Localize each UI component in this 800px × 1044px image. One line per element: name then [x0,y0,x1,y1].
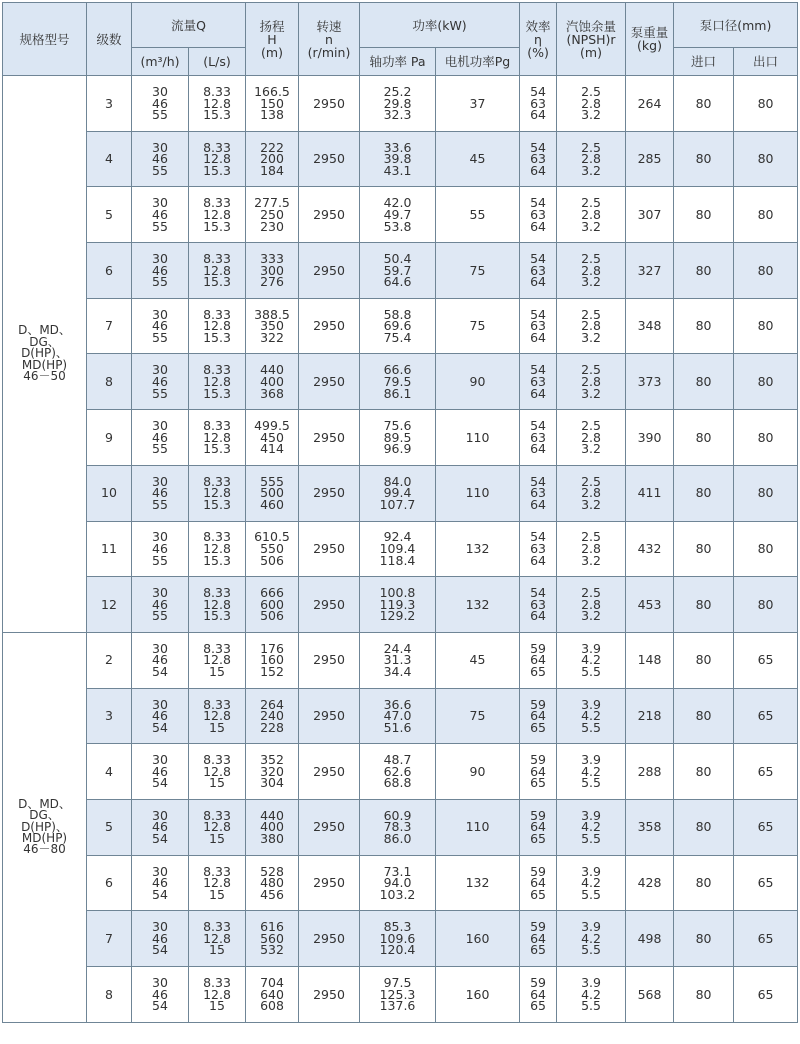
motor-power-cell: 160 [436,911,520,967]
speed-cell: 2950 [299,410,360,466]
npsh-cell: 3.9 4.2 5.5 [557,967,626,1023]
table-row [3,577,798,633]
flow-ls-cell: 8.33 12.8 15.3 [189,131,246,187]
weight-cell: 432 [626,521,674,577]
table-row [3,911,798,967]
efficiency-cell: 54 63 64 [520,354,557,410]
head-cell: 666 600 506 [246,577,299,633]
stage-cell: 6 [87,243,132,299]
speed-cell: 2950 [299,632,360,688]
header-flow-ls: (L/s) [189,48,246,76]
head-cell: 616 560 532 [246,911,299,967]
outlet-cell: 80 [734,243,798,299]
npsh-cell: 2.5 2.8 3.2 [557,465,626,521]
npsh-cell: 3.9 4.2 5.5 [557,688,626,744]
npsh-cell: 2.5 2.8 3.2 [557,76,626,132]
table-row [3,243,798,299]
motor-power-cell: 75 [436,243,520,299]
outlet-cell: 80 [734,131,798,187]
table-row [3,521,798,577]
inlet-cell: 80 [674,911,734,967]
flow-ls-cell: 8.33 12.8 15 [189,911,246,967]
stage-cell: 10 [87,465,132,521]
outlet-cell: 80 [734,465,798,521]
shaft-power-cell: 48.7 62.6 68.8 [360,744,436,800]
flow-m3h-cell: 30 46 54 [132,632,189,688]
pump-spec-table [2,2,798,1023]
speed-cell: 2950 [299,855,360,911]
speed-cell: 2950 [299,187,360,243]
flow-m3h-cell: 30 46 54 [132,855,189,911]
speed-cell: 2950 [299,465,360,521]
table-row [3,76,798,132]
weight-cell: 348 [626,298,674,354]
motor-power-cell: 45 [436,632,520,688]
efficiency-cell: 59 64 65 [520,632,557,688]
header-npsh: 汽蚀余量 (NPSH)r (m) [557,3,626,76]
inlet-cell: 80 [674,855,734,911]
flow-ls-cell: 8.33 12.8 15.3 [189,521,246,577]
table-row [3,298,798,354]
head-cell: 610.5 550 506 [246,521,299,577]
stage-cell: 2 [87,632,132,688]
header-model: 规格型号 [3,3,87,76]
npsh-cell: 3.9 4.2 5.5 [557,799,626,855]
shaft-power-cell: 100.8 119.3 129.2 [360,577,436,633]
outlet-cell: 65 [734,744,798,800]
efficiency-cell: 59 64 65 [520,744,557,800]
efficiency-cell: 54 63 64 [520,187,557,243]
efficiency-cell: 54 63 64 [520,577,557,633]
motor-power-cell: 160 [436,967,520,1023]
header-bore: 泵口径(mm) [674,3,798,48]
table-row [3,187,798,243]
weight-cell: 453 [626,577,674,633]
speed-cell: 2950 [299,76,360,132]
outlet-cell: 65 [734,855,798,911]
flow-m3h-cell: 30 46 54 [132,911,189,967]
head-cell: 222 200 184 [246,131,299,187]
head-cell: 528 480 456 [246,855,299,911]
efficiency-cell: 54 63 64 [520,131,557,187]
npsh-cell: 3.9 4.2 5.5 [557,855,626,911]
motor-power-cell: 90 [436,354,520,410]
inlet-cell: 80 [674,744,734,800]
model-cell: D、MD、DG、 D(HP)、 MD(HP) 46－50 [3,76,87,633]
flow-ls-cell: 8.33 12.8 15.3 [189,577,246,633]
stage-cell: 3 [87,688,132,744]
speed-cell: 2950 [299,577,360,633]
shaft-power-cell: 36.6 47.0 51.6 [360,688,436,744]
head-cell: 704 640 608 [246,967,299,1023]
shaft-power-cell: 85.3 109.6 120.4 [360,911,436,967]
shaft-power-cell: 24.4 31.3 34.4 [360,632,436,688]
flow-m3h-cell: 30 46 55 [132,521,189,577]
inlet-cell: 80 [674,131,734,187]
inlet-cell: 80 [674,632,734,688]
motor-power-cell: 132 [436,521,520,577]
shaft-power-cell: 33.6 39.8 43.1 [360,131,436,187]
flow-ls-cell: 8.33 12.8 15 [189,855,246,911]
table-row [3,799,798,855]
weight-cell: 358 [626,799,674,855]
head-cell: 166.5 150 138 [246,76,299,132]
npsh-cell: 2.5 2.8 3.2 [557,243,626,299]
speed-cell: 2950 [299,521,360,577]
header-speed: 转速 n (r/min) [299,3,360,76]
table-header [3,3,798,76]
flow-m3h-cell: 30 46 55 [132,465,189,521]
outlet-cell: 80 [734,521,798,577]
weight-cell: 285 [626,131,674,187]
npsh-cell: 2.5 2.8 3.2 [557,410,626,466]
shaft-power-cell: 75.6 89.5 96.9 [360,410,436,466]
header-outlet: 出口 [734,48,798,76]
outlet-cell: 65 [734,688,798,744]
flow-ls-cell: 8.33 12.8 15 [189,799,246,855]
outlet-cell: 80 [734,410,798,466]
npsh-cell: 3.9 4.2 5.5 [557,911,626,967]
flow-m3h-cell: 30 46 54 [132,967,189,1023]
weight-cell: 307 [626,187,674,243]
flow-ls-cell: 8.33 12.8 15.3 [189,298,246,354]
stage-cell: 12 [87,577,132,633]
outlet-cell: 80 [734,298,798,354]
flow-ls-cell: 8.33 12.8 15.3 [189,354,246,410]
flow-m3h-cell: 30 46 55 [132,298,189,354]
shaft-power-cell: 50.4 59.7 64.6 [360,243,436,299]
flow-ls-cell: 8.33 12.8 15.3 [189,187,246,243]
header-stages: 级数 [87,3,132,76]
head-cell: 352 320 304 [246,744,299,800]
efficiency-cell: 54 63 64 [520,410,557,466]
weight-cell: 411 [626,465,674,521]
flow-ls-cell: 8.33 12.8 15 [189,967,246,1023]
flow-m3h-cell: 30 46 55 [132,577,189,633]
header-flow-m3h: (m³/h) [132,48,189,76]
speed-cell: 2950 [299,354,360,410]
head-cell: 264 240 228 [246,688,299,744]
head-cell: 440 400 380 [246,799,299,855]
outlet-cell: 80 [734,354,798,410]
speed-cell: 2950 [299,967,360,1023]
efficiency-cell: 54 63 64 [520,521,557,577]
speed-cell: 2950 [299,243,360,299]
stage-cell: 11 [87,521,132,577]
table-row [3,410,798,466]
npsh-cell: 2.5 2.8 3.2 [557,521,626,577]
motor-power-cell: 75 [436,298,520,354]
shaft-power-cell: 97.5 125.3 137.6 [360,967,436,1023]
shaft-power-cell: 25.2 29.8 32.3 [360,76,436,132]
motor-power-cell: 90 [436,744,520,800]
weight-cell: 264 [626,76,674,132]
outlet-cell: 65 [734,967,798,1023]
speed-cell: 2950 [299,911,360,967]
head-cell: 333 300 276 [246,243,299,299]
weight-cell: 288 [626,744,674,800]
weight-cell: 568 [626,967,674,1023]
shaft-power-cell: 66.6 79.5 86.1 [360,354,436,410]
stage-cell: 7 [87,911,132,967]
weight-cell: 498 [626,911,674,967]
efficiency-cell: 59 64 65 [520,855,557,911]
flow-m3h-cell: 30 46 55 [132,410,189,466]
head-cell: 176 160 152 [246,632,299,688]
flow-ls-cell: 8.33 12.8 15.3 [189,465,246,521]
speed-cell: 2950 [299,799,360,855]
npsh-cell: 3.9 4.2 5.5 [557,632,626,688]
head-cell: 555 500 460 [246,465,299,521]
motor-power-cell: 110 [436,465,520,521]
header-inlet: 进口 [674,48,734,76]
efficiency-cell: 59 64 65 [520,799,557,855]
table-row [3,131,798,187]
flow-ls-cell: 8.33 12.8 15 [189,632,246,688]
outlet-cell: 65 [734,911,798,967]
speed-cell: 2950 [299,744,360,800]
shaft-power-cell: 84.0 99.4 107.7 [360,465,436,521]
inlet-cell: 80 [674,76,734,132]
motor-power-cell: 110 [436,410,520,466]
efficiency-cell: 54 63 64 [520,76,557,132]
flow-ls-cell: 8.33 12.8 15.3 [189,243,246,299]
flow-m3h-cell: 30 46 54 [132,744,189,800]
npsh-cell: 2.5 2.8 3.2 [557,187,626,243]
flow-m3h-cell: 30 46 55 [132,354,189,410]
stage-cell: 9 [87,410,132,466]
outlet-cell: 80 [734,187,798,243]
inlet-cell: 80 [674,521,734,577]
table-row [3,632,798,688]
table-body [3,76,798,1023]
flow-m3h-cell: 30 46 54 [132,688,189,744]
efficiency-cell: 54 63 64 [520,298,557,354]
motor-power-cell: 75 [436,688,520,744]
outlet-cell: 65 [734,799,798,855]
table-row [3,688,798,744]
shaft-power-cell: 92.4 109.4 118.4 [360,521,436,577]
flow-m3h-cell: 30 46 55 [132,243,189,299]
motor-power-cell: 110 [436,799,520,855]
stage-cell: 8 [87,967,132,1023]
shaft-power-cell: 73.1 94.0 103.2 [360,855,436,911]
model-cell: D、MD、DG、 D(HP)、 MD(HP) 46－80 [3,632,87,1022]
motor-power-cell: 55 [436,187,520,243]
inlet-cell: 80 [674,799,734,855]
npsh-cell: 2.5 2.8 3.2 [557,131,626,187]
stage-cell: 6 [87,855,132,911]
speed-cell: 2950 [299,131,360,187]
outlet-cell: 65 [734,632,798,688]
stage-cell: 5 [87,187,132,243]
outlet-cell: 80 [734,577,798,633]
header-head: 扬程 H (m) [246,3,299,76]
speed-cell: 2950 [299,298,360,354]
head-cell: 499.5 450 414 [246,410,299,466]
npsh-cell: 2.5 2.8 3.2 [557,577,626,633]
inlet-cell: 80 [674,243,734,299]
motor-power-cell: 132 [436,577,520,633]
npsh-cell: 2.5 2.8 3.2 [557,354,626,410]
speed-cell: 2950 [299,688,360,744]
inlet-cell: 80 [674,187,734,243]
flow-m3h-cell: 30 46 54 [132,799,189,855]
weight-cell: 327 [626,243,674,299]
inlet-cell: 80 [674,688,734,744]
efficiency-cell: 59 64 65 [520,688,557,744]
table-row [3,465,798,521]
head-cell: 440 400 368 [246,354,299,410]
motor-power-cell: 45 [436,131,520,187]
npsh-cell: 2.5 2.8 3.2 [557,298,626,354]
stage-cell: 7 [87,298,132,354]
shaft-power-cell: 42.0 49.7 53.8 [360,187,436,243]
flow-ls-cell: 8.33 12.8 15.3 [189,76,246,132]
npsh-cell: 3.9 4.2 5.5 [557,744,626,800]
flow-ls-cell: 8.33 12.8 15.3 [189,410,246,466]
stage-cell: 4 [87,744,132,800]
flow-m3h-cell: 30 46 55 [132,187,189,243]
motor-power-cell: 132 [436,855,520,911]
stage-cell: 5 [87,799,132,855]
header-power: 功率(kW) [360,3,520,48]
header-efficiency: 效率 η (%) [520,3,557,76]
head-cell: 388.5 350 322 [246,298,299,354]
outlet-cell: 80 [734,76,798,132]
efficiency-cell: 54 63 64 [520,243,557,299]
header-shaft-power: 轴功率 Pa [360,48,436,76]
inlet-cell: 80 [674,298,734,354]
inlet-cell: 80 [674,410,734,466]
efficiency-cell: 54 63 64 [520,465,557,521]
stage-cell: 8 [87,354,132,410]
stage-cell: 4 [87,131,132,187]
motor-power-cell: 37 [436,76,520,132]
efficiency-cell: 59 64 65 [520,967,557,1023]
table-row [3,855,798,911]
flow-m3h-cell: 30 46 55 [132,76,189,132]
header-motor-power: 电机功率Pg [436,48,520,76]
inlet-cell: 80 [674,354,734,410]
stage-cell: 3 [87,76,132,132]
inlet-cell: 80 [674,465,734,521]
table-row [3,354,798,410]
header-weight: 泵重量 (kg) [626,3,674,76]
inlet-cell: 80 [674,967,734,1023]
shaft-power-cell: 58.8 69.6 75.4 [360,298,436,354]
weight-cell: 390 [626,410,674,466]
efficiency-cell: 59 64 65 [520,911,557,967]
weight-cell: 148 [626,632,674,688]
flow-m3h-cell: 30 46 55 [132,131,189,187]
head-cell: 277.5 250 230 [246,187,299,243]
flow-ls-cell: 8.33 12.8 15 [189,744,246,800]
inlet-cell: 80 [674,577,734,633]
header-flow: 流量Q [132,3,246,48]
table-row [3,744,798,800]
weight-cell: 428 [626,855,674,911]
table-row [3,967,798,1023]
shaft-power-cell: 60.9 78.3 86.0 [360,799,436,855]
weight-cell: 373 [626,354,674,410]
flow-ls-cell: 8.33 12.8 15 [189,688,246,744]
weight-cell: 218 [626,688,674,744]
